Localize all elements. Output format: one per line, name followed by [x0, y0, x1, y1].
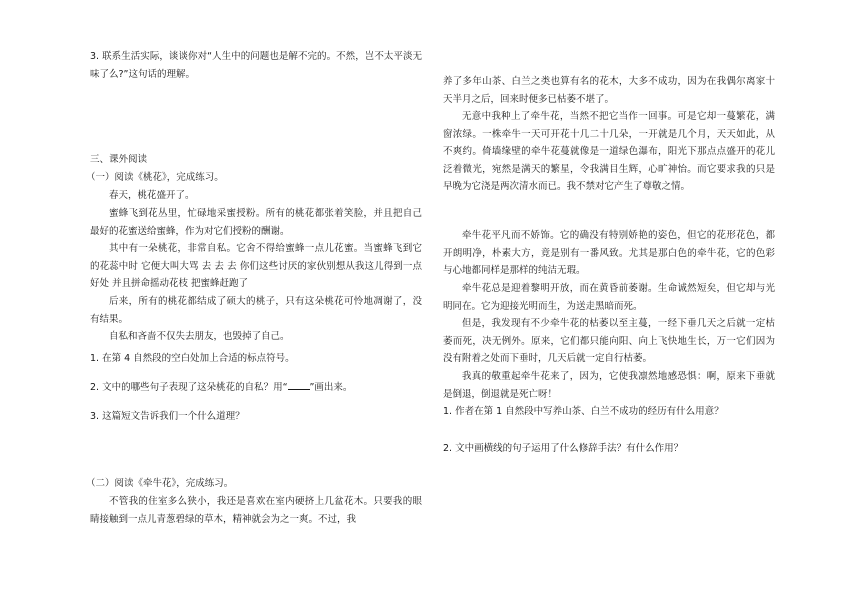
part-two-title: （二）阅读《牵牛花》，完成练习。 [86, 478, 234, 489]
morning-glory-question-2: 2. 文中画横线的句子运用了什么修辞手法？有什么作用？ [443, 443, 684, 454]
peach-question-1: 1. 在第 4 自然段的空白处加上合适的标点符号。 [90, 353, 295, 364]
left-column [86, 0, 422, 608]
underline-marker [288, 380, 310, 390]
morning-glory-paragraph-4: 牵牛花总是迎着黎明开放，而在黄昏前萎谢。生命诚然短矣，但它却与光明同在。它为迎接光明而生，为送走黑暗而死。 [443, 283, 775, 312]
peach-question-2 [90, 379, 422, 397]
question-3-previous: 3. 联系生活实际，谈谈你对“人生中的问题也是解不完的。不然，岂不太平淡无味了么?”这句话的理解。 [90, 51, 422, 80]
peach-question-2-after: ”画出来。 [309, 382, 353, 393]
right-column [443, 0, 775, 608]
peach-paragraph-1: 春天，桃花盛开了。 [109, 190, 195, 201]
section-title-extracurricular-reading: 三、课外阅读 [90, 154, 148, 165]
morning-glory-paragraph-2: 无意中我种上了牵牛花，当然不把它当作一回事。可是它却一蔓繁花，满窗浓绿。一株牵牛一天可开花十几二十几朵，一开就是几个月，天天如此，从不爽约。倚墙缘壁的牵牛花蔓就像是一道绿色瀑布，阳光下那点点盛开的花儿泛着微光，宛然是满天的繁星，令我满目生辉，心旷神怡。而它要求我的只是早晚为它浇是两次清水而已。我不禁对它产生了尊敬之情。 [443, 111, 775, 193]
morning-glory-paragraph-3: 牵牛花平凡而不娇饰。它的确没有特别娇艳的姿色，但它的花形花色，都开朗明净，朴素大方，竟是别有一番风致。尤其是那白色的牵牛花，它的色彩与心地都同样是那样的纯洁无瑕。 [443, 230, 775, 277]
peach-paragraph-5: 自私和吝啬不仅失去朋友，也毁掉了自己。 [109, 331, 290, 342]
morning-glory-paragraph-5: 但是，我发现有不少牵牛花的枯萎以至主蔓，一经下垂几天之后就一定枯萎而死，决无例外。原来，它们都只能向阳、向上飞快地生长，万一它们因为没有附着之处而下垂时，几天后就一定自行枯萎。 [443, 318, 775, 365]
morning-glory-paragraph-6: 我真的敬重起牵牛花来了，因为，它使我凛然地感恐惧：啊，原来下垂就是倒退，倒退就是死亡呀！ [443, 371, 775, 400]
peach-paragraph-4: 后来，所有的桃花都结成了硕大的桃子，只有这朵桃花可怜地凋谢了，没有结果。 [90, 296, 422, 325]
peach-question-2-before: 2. 文中的哪些句子表现了这朵桃花的自私？用“ [90, 382, 288, 393]
part-one-title: （一）阅读《桃花》，完成练习。 [86, 172, 224, 183]
peach-paragraph-2: 蜜蜂飞到花丛里，忙碌地采蜜授粉。所有的桃花都张着笑脸，并且把自己最好的花蜜送给蜜蜂，作为对它们授粉的酬谢。 [90, 208, 422, 237]
morning-glory-paragraph-1-continued: 养了多年山茶、白兰之类也算有名的花木，大多不成功，因为在我偶尔离家十天半月之后，回来时便多已枯萎不堪了。 [443, 76, 775, 105]
morning-glory-paragraph-1: 不管我的住室多么狭小，我还是喜欢在室内硬挤上几盆花木。只要我的眼睛接触到一点儿青葱碧绿的草木，精神就会为之一爽。不过，我 [90, 496, 422, 525]
morning-glory-question-1: 1. 作者在第 1 自然段中写养山茶、白兰不成功的经历有什么用意？ [443, 406, 724, 417]
peach-question-3: 3. 这篇短文告诉我们一个什么道理？ [90, 411, 245, 422]
peach-paragraph-3: 其中有一朵桃花，非常自私。它舍不得给蜜蜂一点儿花蜜。当蜜蜂飞到它的花蕊中时 它便大叫大骂 去 去 去 你们这些讨厌的家伙别想从我这儿得到一点好处 并且拼命摇动花枝 把蜜蜂赶跑了 [90, 243, 422, 290]
